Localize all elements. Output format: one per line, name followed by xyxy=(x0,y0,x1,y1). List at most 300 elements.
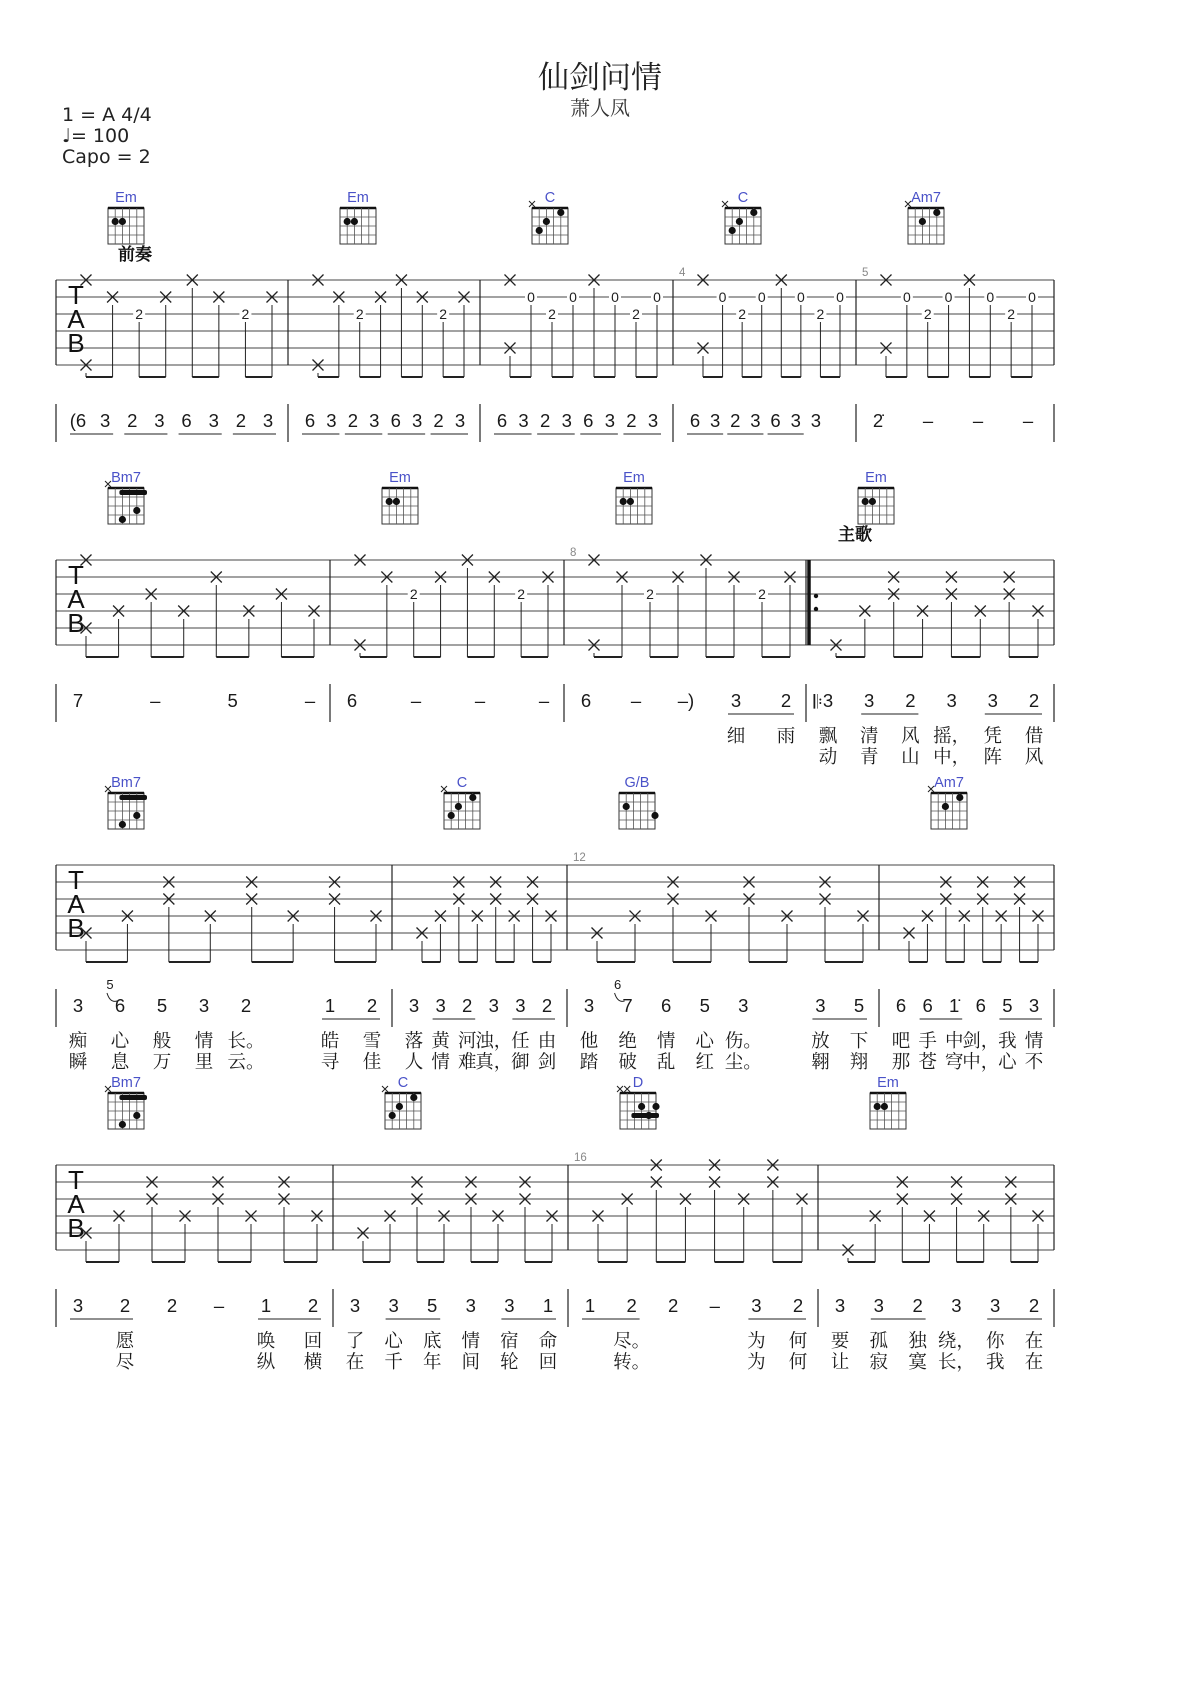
jianpu-note: 3 xyxy=(504,1295,515,1316)
tab-clef-letter: T xyxy=(68,560,84,590)
jianpu-note: 3 xyxy=(154,410,165,431)
lyric-line2: 我 xyxy=(985,1352,1005,1373)
fret-number: 0 xyxy=(569,289,577,305)
jianpu-note: 1 xyxy=(324,995,336,1016)
jianpu-note: 3 xyxy=(99,410,111,431)
jianpu-note: 2 xyxy=(539,410,551,431)
jianpu-note: 3 xyxy=(349,1295,361,1316)
lyric-line1: 雨 xyxy=(776,726,796,747)
tab-system xyxy=(56,852,1054,1073)
chord-mute-mark xyxy=(624,1086,630,1092)
chord-dot xyxy=(112,218,119,225)
measure xyxy=(346,1165,568,1373)
jianpu-note: 3 xyxy=(583,995,595,1016)
fret-number: 2 xyxy=(816,306,825,322)
jianpu-note: (6 xyxy=(69,410,87,431)
chord-name: C xyxy=(544,190,556,206)
lyric-line2: 尽 xyxy=(115,1352,135,1373)
repeat-dot xyxy=(814,594,818,598)
chord-dot xyxy=(119,821,126,828)
tempo-marking: ♩= 100 xyxy=(62,125,130,147)
jianpu-note: 3 xyxy=(262,410,274,431)
jianpu-note: 2 xyxy=(240,995,252,1016)
lyric-line2: 尘。 xyxy=(724,1052,762,1073)
jianpu-note: – xyxy=(922,410,934,431)
jianpu-note: 6 xyxy=(770,410,781,431)
jianpu-note: 1 xyxy=(260,1295,272,1316)
chord-diagram-g-b xyxy=(619,775,659,829)
tab-clef-letter: T xyxy=(68,865,84,895)
jianpu-note: 2 xyxy=(433,410,444,431)
fret-number: 0 xyxy=(986,289,995,305)
lyric-line1: 底 xyxy=(422,1331,442,1352)
song-title: 仙剑问情 xyxy=(538,60,662,96)
chord-diagram-em xyxy=(870,1075,906,1129)
fret-number: 0 xyxy=(836,289,844,305)
jianpu-note: 3 xyxy=(873,1295,884,1316)
section-label: 主歌 xyxy=(838,525,872,545)
measure-number: 12 xyxy=(573,852,586,864)
jianpu-note: 1 xyxy=(584,1295,596,1316)
lyric-line1: 清 xyxy=(859,726,879,747)
tab-system xyxy=(56,1152,1054,1373)
jianpu-note: 2 xyxy=(235,410,247,431)
lyric-line1: 了 xyxy=(345,1331,365,1352)
lyric-line1: 由 xyxy=(537,1031,557,1052)
lyric-line2: 在 xyxy=(345,1352,365,1373)
jianpu-note: – xyxy=(150,690,161,711)
fret-number: 0 xyxy=(944,289,953,305)
lyric-line1: 痴 xyxy=(68,1031,88,1052)
jianpu-note: 2 xyxy=(626,1295,637,1316)
chord-name: Em xyxy=(877,1075,899,1091)
lyric-line1: 雪 xyxy=(362,1031,382,1052)
chord-diagram-em xyxy=(858,470,894,524)
jianpu-note: 2 xyxy=(127,410,138,431)
jianpu-note: 3 xyxy=(465,1295,476,1316)
chord-diagram-am7 xyxy=(905,190,944,244)
chord-dot xyxy=(119,218,126,225)
jianpu-note: 3 xyxy=(198,995,210,1016)
jianpu-note: 3 xyxy=(326,410,337,431)
chord-dot xyxy=(750,209,757,216)
lyric-line2: 真， xyxy=(475,1052,513,1073)
jianpu-note: – xyxy=(709,1295,720,1316)
lyric-line1: 吧 xyxy=(891,1031,911,1052)
chord-dot xyxy=(651,812,658,819)
chord-name: Bm7 xyxy=(111,1075,141,1091)
fret-number: 2 xyxy=(738,306,747,322)
jianpu-note: 3 xyxy=(518,410,529,431)
chord-dot xyxy=(133,812,140,819)
chord-dot xyxy=(469,794,476,801)
measure-number: 5 xyxy=(862,267,869,279)
measure xyxy=(862,267,1038,431)
chord-diagram-em xyxy=(616,470,652,524)
chord-dot xyxy=(942,803,949,810)
jianpu-note: 3 xyxy=(388,1295,399,1316)
lyric-line2: 山 xyxy=(901,747,920,768)
chord-diagram-c xyxy=(722,190,761,244)
lyric-line1: 回 xyxy=(303,1331,323,1352)
jianpu-note: 3 xyxy=(561,410,572,431)
lyric-line1: 绝 xyxy=(618,1031,637,1052)
chord-dot xyxy=(862,498,869,505)
lyric-line2: 青 xyxy=(859,747,879,768)
chord-dot xyxy=(543,218,550,225)
fret-number: 0 xyxy=(653,289,661,305)
jianpu-note: 2 xyxy=(780,690,792,711)
jianpu-note: 3 xyxy=(709,410,721,431)
fret-number: 2 xyxy=(135,306,144,322)
chord-dot xyxy=(729,227,736,234)
tab-clef-letter: A xyxy=(67,889,85,919)
jianpu-note: 3 xyxy=(604,410,616,431)
fret-number: 2 xyxy=(632,306,640,322)
section-label: 前奏 xyxy=(118,245,152,265)
chord-name: Bm7 xyxy=(111,470,141,486)
chord-name: C xyxy=(456,775,468,791)
jianpu-note: 2 xyxy=(912,1295,923,1316)
lyric-line2: 万 xyxy=(152,1052,172,1073)
jianpu-note: 3 xyxy=(72,995,84,1016)
lyric-line2: 翱 xyxy=(811,1052,830,1073)
jianpu-note: 3 xyxy=(515,995,526,1016)
fret-number: 2 xyxy=(439,306,448,322)
jianpu-note: 6 xyxy=(496,410,508,431)
measure-number: 16 xyxy=(574,1152,587,1164)
fret-number: 2 xyxy=(409,586,418,602)
chord-dot xyxy=(536,227,543,234)
lyric-line2: 中， xyxy=(933,747,971,768)
chord-dot xyxy=(448,812,455,819)
jianpu-note: 5 xyxy=(853,995,865,1016)
lyric-line1: 任 xyxy=(511,1031,530,1052)
lyric-line1: 伤。 xyxy=(724,1031,762,1052)
jianpu-note: 3 xyxy=(411,410,423,431)
chord-name: Am7 xyxy=(911,190,941,206)
lyric-line1: 长。 xyxy=(227,1031,265,1052)
lyric-line2: 寻 xyxy=(320,1052,340,1073)
chord-diagram-bm7 xyxy=(105,1075,147,1129)
lyric-line1: 飘 xyxy=(818,726,838,747)
chord-name: G/B xyxy=(624,775,650,791)
jianpu-note: 3 xyxy=(72,1295,84,1316)
lyric-line2: 人 xyxy=(404,1052,424,1073)
lyric-line2: 为 xyxy=(747,1352,766,1373)
chord-dot xyxy=(627,498,634,505)
tab-system xyxy=(56,244,1054,442)
chord-dot xyxy=(133,1112,140,1119)
jianpu-note: 2 xyxy=(905,690,916,711)
jianpu-note: – xyxy=(213,1295,225,1316)
lyric-line1: 皓 xyxy=(320,1031,340,1052)
chord-dot xyxy=(638,1103,645,1110)
lyric-line2: 苍 xyxy=(918,1052,937,1073)
jianpu-note: 6 xyxy=(583,410,594,431)
lyric-line1: 落 xyxy=(404,1031,424,1052)
repeat-dot xyxy=(814,607,818,611)
lyric-line2: 轮 xyxy=(500,1352,519,1373)
measure xyxy=(892,877,1044,1074)
chord-dot xyxy=(119,516,126,523)
measure-number: 8 xyxy=(570,547,577,559)
lyric-line2: 御 xyxy=(511,1052,530,1073)
tab-clef-letter: T xyxy=(68,1165,84,1195)
jianpu-note: 5 xyxy=(427,1295,438,1316)
jianpu-note: 2 xyxy=(366,995,378,1016)
fret-number: 2 xyxy=(517,586,526,602)
lyric-line2: 纵 xyxy=(256,1352,276,1373)
lyric-line1: 孤 xyxy=(869,1331,889,1352)
fret-number: 0 xyxy=(1028,289,1036,305)
lyric-line2: 里 xyxy=(194,1052,214,1073)
jianpu-note: 3 xyxy=(815,995,826,1016)
jianpu-note: 6 xyxy=(390,410,401,431)
chord-dot xyxy=(410,1094,417,1101)
lyric-line2: 长， xyxy=(937,1352,975,1373)
lyric-line1: 心 xyxy=(695,1031,714,1052)
lyric-line2: 心 xyxy=(998,1052,1017,1073)
lyric-line2: 情 xyxy=(431,1052,450,1073)
jianpu-note: 3 xyxy=(810,410,822,431)
lyric-line2: 寂 xyxy=(869,1352,889,1373)
jianpu-note: 7 xyxy=(72,690,84,711)
lyric-line2: 年 xyxy=(422,1352,442,1373)
jianpu-note: 2 xyxy=(347,410,359,431)
chord-name: Em xyxy=(865,470,887,486)
jianpu-repeat-sign: 𝄆 xyxy=(813,691,823,712)
tab-clef-letter: B xyxy=(67,608,85,638)
chord-dot xyxy=(652,1103,659,1110)
chord-diagram-em xyxy=(340,190,376,244)
fret-number: 2 xyxy=(241,306,250,322)
jianpu-note: 6 xyxy=(922,995,933,1016)
jianpu-note: 5 xyxy=(156,995,168,1016)
tab-system xyxy=(56,524,1054,768)
chord-name: C xyxy=(397,1075,409,1091)
lyric-line2: 破 xyxy=(618,1052,637,1073)
lyric-line2: 难 xyxy=(457,1052,477,1073)
lyric-line1: 宿 xyxy=(500,1331,519,1352)
chord-dot xyxy=(119,1121,126,1128)
chord-mute-mark xyxy=(382,1086,388,1092)
song-artist: 萧人凤 xyxy=(570,96,630,120)
lyric-line1: 唤 xyxy=(256,1331,276,1352)
lyric-line2: 在 xyxy=(1024,1352,1044,1373)
lyric-line1: 风 xyxy=(901,726,920,747)
lyric-line1: 般 xyxy=(152,1031,172,1052)
tab-clef-letter: B xyxy=(67,328,85,358)
fret-number: 0 xyxy=(757,289,766,305)
chord-mute-mark xyxy=(529,201,535,207)
fret-number: 2 xyxy=(923,306,932,322)
chord-dot xyxy=(933,209,940,216)
chord-diagram-em xyxy=(382,470,418,524)
jianpu-note: 3 xyxy=(454,410,466,431)
lyric-line1: 他 xyxy=(579,1031,599,1052)
lyric-line2: 何 xyxy=(788,1352,808,1373)
lyric-line2: 中， xyxy=(962,1052,1000,1073)
lyric-line2: 不 xyxy=(1024,1052,1044,1073)
jianpu-note: 2 xyxy=(307,1295,319,1316)
lyric-line1: 情 xyxy=(1024,1031,1044,1052)
jianpu-note: 6 xyxy=(114,995,126,1016)
lyric-line1: 我 xyxy=(998,1031,1017,1052)
lyric-line1: 手 xyxy=(918,1031,937,1052)
jianpu-note: 5 xyxy=(699,995,710,1016)
tab-clef-letter: A xyxy=(67,1189,85,1219)
jianpu-note: 3 xyxy=(946,690,957,711)
fret-number: 0 xyxy=(611,289,619,305)
lyric-line2: 横 xyxy=(303,1352,323,1373)
chord-dot xyxy=(620,498,627,505)
measure xyxy=(70,275,288,443)
jianpu-note: 3 xyxy=(1028,995,1040,1016)
measure-number: 4 xyxy=(679,267,686,279)
jianpu-note: – xyxy=(304,690,316,711)
lyric-line1: 何 xyxy=(788,1331,808,1352)
jianpu-note: 7 xyxy=(622,995,633,1016)
tab-clef-letter: B xyxy=(67,1213,85,1243)
chord-name: Em xyxy=(115,190,137,206)
lyric-line1: 绕， xyxy=(937,1331,975,1352)
chord-diagram-am7 xyxy=(928,775,967,829)
chord-mute-mark xyxy=(441,786,447,792)
chord-dot xyxy=(393,498,400,505)
jianpu-note: 6 xyxy=(181,410,192,431)
lyric-line1: 尽。 xyxy=(613,1331,651,1352)
lyric-line1: 情 xyxy=(194,1031,214,1052)
measure xyxy=(574,1152,818,1373)
chord-dot xyxy=(396,1103,403,1110)
jianpu-note: 5 xyxy=(227,690,238,711)
chord-name: Em xyxy=(389,470,411,486)
lyric-line2: 间 xyxy=(461,1352,481,1373)
chord-diagram-bm7 xyxy=(105,470,147,524)
tab-clef-letter: T xyxy=(68,280,84,310)
lyric-line2: 瞬 xyxy=(68,1052,88,1073)
lyric-line2: 乱 xyxy=(656,1052,676,1073)
chord-diagram-bm7 xyxy=(105,775,147,829)
jianpu-note: 3 xyxy=(488,995,499,1016)
lyric-line1: 命 xyxy=(538,1331,558,1352)
lyric-line2: 千 xyxy=(384,1352,403,1373)
chord-dot xyxy=(645,1112,652,1119)
jianpu-note: 3 xyxy=(990,1295,1001,1316)
jianpu-note: – xyxy=(538,690,550,711)
chord-dot xyxy=(623,803,630,810)
lyric-line2: 云。 xyxy=(227,1052,265,1073)
chord-dot xyxy=(869,498,876,505)
lyric-line1: 你 xyxy=(985,1331,1005,1352)
jianpu-note: 3 xyxy=(730,690,742,711)
chord-diagram-d xyxy=(617,1075,660,1129)
chord-dot xyxy=(736,218,743,225)
chord-name: Em xyxy=(347,190,369,206)
lyric-line1: 心 xyxy=(110,1031,130,1052)
jianpu-note: 2 xyxy=(1028,690,1040,711)
fret-number: 0 xyxy=(527,289,535,305)
jianpu-note: 2 xyxy=(730,410,741,431)
jianpu-note: 6 xyxy=(975,995,986,1016)
lyric-line2: 红 xyxy=(695,1052,714,1073)
measure xyxy=(73,555,330,723)
lyric-line1: 摇， xyxy=(933,726,971,747)
chord-dot xyxy=(881,1103,888,1110)
jianpu-note: 3 xyxy=(751,1295,762,1316)
tab-clef-letter: B xyxy=(67,913,85,943)
jianpu-note: 3 xyxy=(790,410,801,431)
lyric-line2: 寞 xyxy=(908,1352,927,1373)
measure xyxy=(347,555,564,723)
lyric-line1: 凭 xyxy=(983,726,1003,747)
jianpu-note: – xyxy=(1022,410,1034,431)
chord-dot xyxy=(956,794,963,801)
jianpu-note: 3 xyxy=(951,1295,962,1316)
measure xyxy=(69,865,392,1073)
jianpu-note: 3 xyxy=(435,995,446,1016)
chord-diagram-c xyxy=(441,775,480,829)
lyric-line1: 放 xyxy=(811,1031,830,1052)
lyric-line2: 翔 xyxy=(849,1052,869,1073)
jianpu-note: – xyxy=(474,690,486,711)
chord-diagram-c xyxy=(529,190,568,244)
chord-name: Bm7 xyxy=(111,775,141,791)
fret-number: 0 xyxy=(902,289,911,305)
chord-mute-mark xyxy=(617,1086,623,1092)
fret-number: 0 xyxy=(796,289,805,305)
chord-mute-mark xyxy=(722,201,728,207)
lyric-line1: 为 xyxy=(747,1331,766,1352)
jianpu-grace-note: 5 xyxy=(106,977,114,992)
lyric-line2: 息 xyxy=(110,1052,130,1073)
jianpu-note: 2 xyxy=(792,1295,804,1316)
jianpu-note: 3 xyxy=(408,995,420,1016)
jianpu-note: – xyxy=(630,690,642,711)
lyric-line1: 浊， xyxy=(475,1031,513,1052)
lyric-line2: 风 xyxy=(1024,747,1044,768)
chord-dot xyxy=(455,803,462,810)
lyric-line1: 独 xyxy=(908,1331,927,1352)
measure xyxy=(679,267,856,442)
chord-dot xyxy=(386,498,393,505)
jianpu-note: 1 xyxy=(542,1295,554,1316)
jianpu-note: – xyxy=(972,410,984,431)
chord-dot xyxy=(344,218,351,225)
lyric-line2: 剑 xyxy=(537,1052,557,1073)
lyric-line2: 转。 xyxy=(613,1352,651,1373)
lyric-line2: 动 xyxy=(818,747,838,768)
jianpu-note: 3 xyxy=(750,410,761,431)
chord-name: Am7 xyxy=(934,775,964,791)
tab-clef-letter: A xyxy=(67,584,85,614)
chord-diagram-c xyxy=(382,1075,421,1129)
lyric-line1: 中 xyxy=(944,1031,964,1052)
jianpu-note: 6 xyxy=(689,410,701,431)
jianpu-note: 2 xyxy=(462,995,473,1016)
lyric-line1: 在 xyxy=(1024,1331,1044,1352)
lyric-line1: 河 xyxy=(457,1031,477,1052)
jianpu-note: 3 xyxy=(369,410,380,431)
lyric-line1: 情 xyxy=(461,1331,481,1352)
jianpu-note: 6 xyxy=(304,410,316,431)
lyric-line1: 剑， xyxy=(962,1031,1000,1052)
jianpu-note: 6 xyxy=(895,995,907,1016)
jianpu-note: 2 xyxy=(626,410,637,431)
chord-name: C xyxy=(737,190,749,206)
jianpu-note: 3 xyxy=(834,1295,846,1316)
